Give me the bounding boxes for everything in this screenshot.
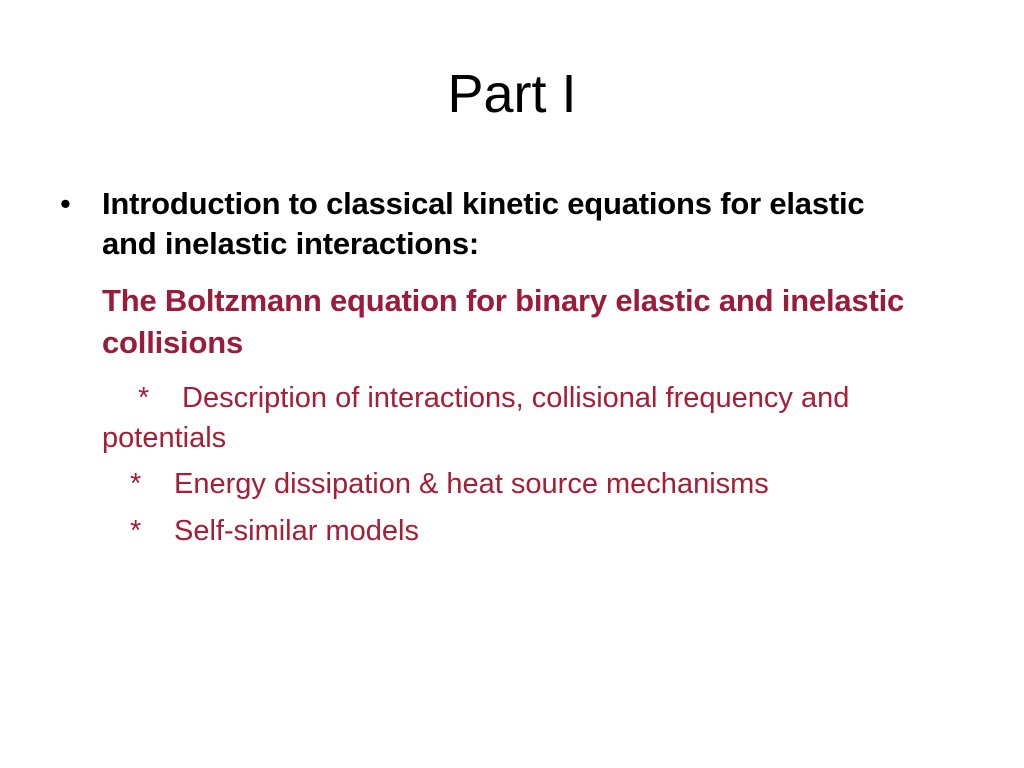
sub-item-self-similar [130, 511, 950, 551]
sub-item-text: Self-similar models [174, 515, 419, 547]
sub-item-text: Description of interactions, collisional frequency and potentials [102, 382, 850, 454]
main-bullet-text: Introduction to classical kinetic equations for elastic and inelastic interactions: [102, 186, 865, 261]
sub-item-interactions [102, 378, 962, 458]
asterisk-marker: * [130, 468, 142, 500]
slide-title: Part I [447, 64, 577, 124]
sub-item-energy-dissipation [130, 464, 950, 504]
asterisk-marker: * [138, 382, 150, 414]
asterisk-marker: * [130, 515, 142, 547]
sub-item-text: Energy dissipation & heat source mechanisms [174, 468, 769, 500]
boltzmann-subheading: The Boltzmann equation for binary elastic and inelastic collisions [102, 283, 905, 360]
bullet-dot-icon: • [60, 186, 71, 221]
